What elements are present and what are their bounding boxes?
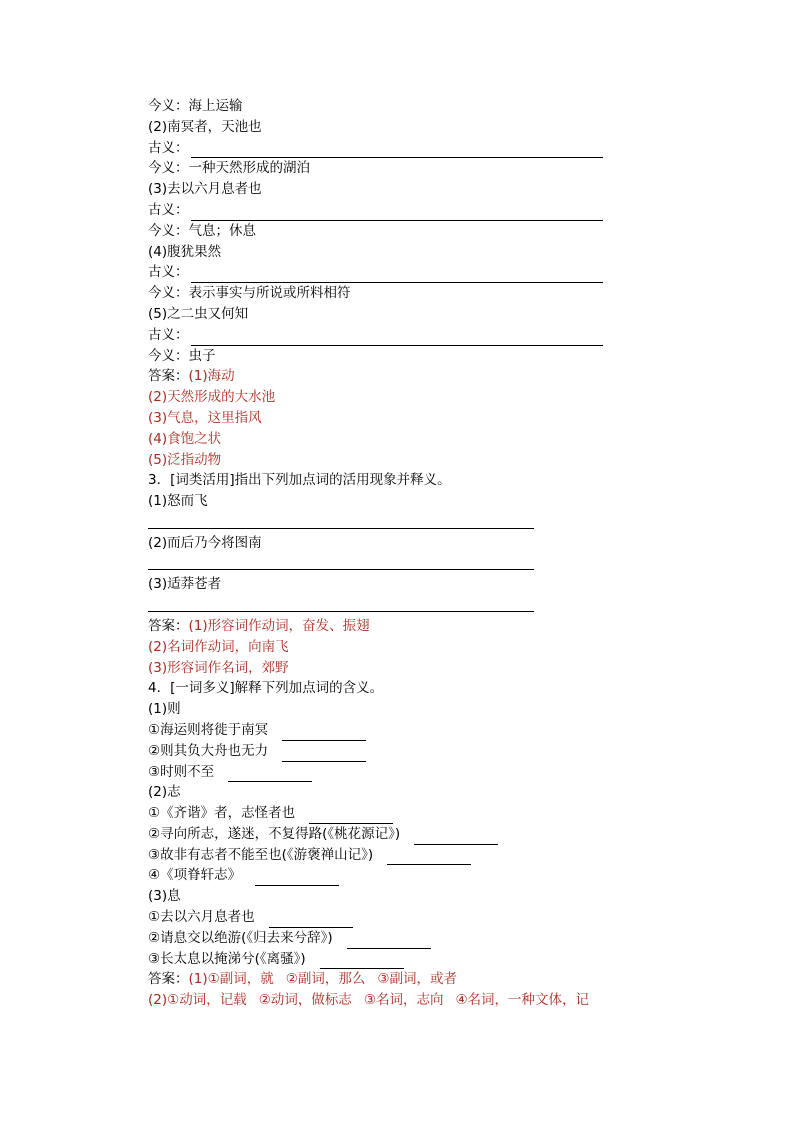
question-item: (2)而后乃今将图南 bbox=[148, 534, 262, 551]
sentence-item: ①去以六月息者也 bbox=[148, 907, 628, 928]
jinyi-line: 今义：海上运输 bbox=[148, 98, 243, 114]
answer-blank[interactable] bbox=[320, 953, 404, 969]
answer-line: (3)气息，这里指风 bbox=[148, 409, 262, 426]
question-item: (1)怒而飞 bbox=[148, 493, 208, 510]
answer-blank[interactable] bbox=[228, 766, 312, 782]
guyi-line: 古义： bbox=[148, 200, 628, 221]
answer-blank[interactable] bbox=[191, 267, 603, 283]
answer-blank[interactable] bbox=[347, 933, 431, 949]
guyi-line: 古义： bbox=[148, 138, 628, 159]
answer-blank[interactable] bbox=[148, 512, 628, 533]
answer-blank[interactable] bbox=[191, 205, 603, 221]
answer-line: 答案：(1)海动 bbox=[148, 368, 235, 385]
sentence-item: ②请息交以绝游(《归去来兮辞》) bbox=[148, 928, 628, 949]
answer-line: (2)天然形成的大水池 bbox=[148, 389, 276, 406]
word-group-label: (2)志 bbox=[148, 784, 181, 801]
answer-blank[interactable] bbox=[282, 725, 366, 741]
answer-line: 答案：(1)形容词作动词，奋发、振翅 bbox=[148, 617, 370, 634]
answer-blank[interactable] bbox=[148, 595, 628, 616]
answer-line: (3)形容词作名词，郊野 bbox=[148, 659, 289, 676]
answer-blank[interactable] bbox=[148, 554, 628, 575]
question-item: (3)适莽苍者 bbox=[148, 576, 222, 593]
question-item: (4)腹犹果然 bbox=[148, 243, 222, 260]
answer-blank[interactable] bbox=[387, 849, 471, 865]
guyi-line: 古义： bbox=[148, 262, 628, 283]
answer-blank[interactable] bbox=[269, 912, 353, 928]
answer-line: 答案：(1)①副词，就 ②副词，那么 ③副词，或者 bbox=[148, 971, 457, 988]
jinyi-line: 今义：气息；休息 bbox=[148, 222, 256, 239]
word-group-label: (3)息 bbox=[148, 888, 181, 905]
answer-blank[interactable] bbox=[255, 870, 339, 886]
question-item: (5)之二虫又何知 bbox=[148, 305, 249, 322]
sentence-item: ①《齐谐》者，志怪者也 bbox=[148, 803, 628, 824]
answer-blank[interactable] bbox=[191, 330, 603, 346]
sentence-item: ④《项脊轩志》 bbox=[148, 865, 628, 886]
sentence-item: ①海运则将徙于南冥 bbox=[148, 720, 628, 741]
sentence-item: ③长太息以掩涕兮(《离骚》) bbox=[148, 949, 628, 970]
jinyi-line: 今义：一种天然形成的湖泊 bbox=[148, 160, 310, 177]
jinyi-line: 今义：表示事实与所说或所料相符 bbox=[148, 285, 351, 302]
sentence-item: ②寻向所志，遂迷，不复得路(《桃花源记》) bbox=[148, 824, 628, 845]
word-group-label: (1)则 bbox=[148, 701, 181, 718]
question-item: (3)去以六月息者也 bbox=[148, 181, 262, 198]
question-title: 3．[词类活用]指出下列加点词的活用现象并释义。 bbox=[148, 472, 451, 489]
guyi-line: 古义： bbox=[148, 325, 628, 346]
question-item: (2)南冥者，天池也 bbox=[148, 118, 262, 135]
answer-line: (2)名词作动词，向南飞 bbox=[148, 638, 289, 655]
sentence-item: ②则其负大舟也无力 bbox=[148, 741, 628, 762]
jinyi-line: 今义：虫子 bbox=[148, 347, 216, 364]
answer-line: (2)①动词，记载 ②动词，做标志 ③名词，志向 ④名词，一种文体，记 bbox=[148, 992, 590, 1009]
answer-blank[interactable] bbox=[282, 746, 366, 762]
sentence-item: ③故非有志者不能至也(《游褒禅山记》) bbox=[148, 845, 628, 866]
document-page bbox=[148, 96, 628, 1011]
answer-blank[interactable] bbox=[309, 808, 393, 824]
answer-line: (4)食饱之状 bbox=[148, 430, 222, 447]
question-title: 4．[一词多义]解释下列加点词的含义。 bbox=[148, 680, 384, 697]
sentence-item: ③时则不至 bbox=[148, 762, 628, 783]
answer-blank[interactable] bbox=[191, 142, 603, 158]
answer-line: (5)泛指动物 bbox=[148, 451, 222, 468]
answer-blank[interactable] bbox=[414, 829, 498, 845]
